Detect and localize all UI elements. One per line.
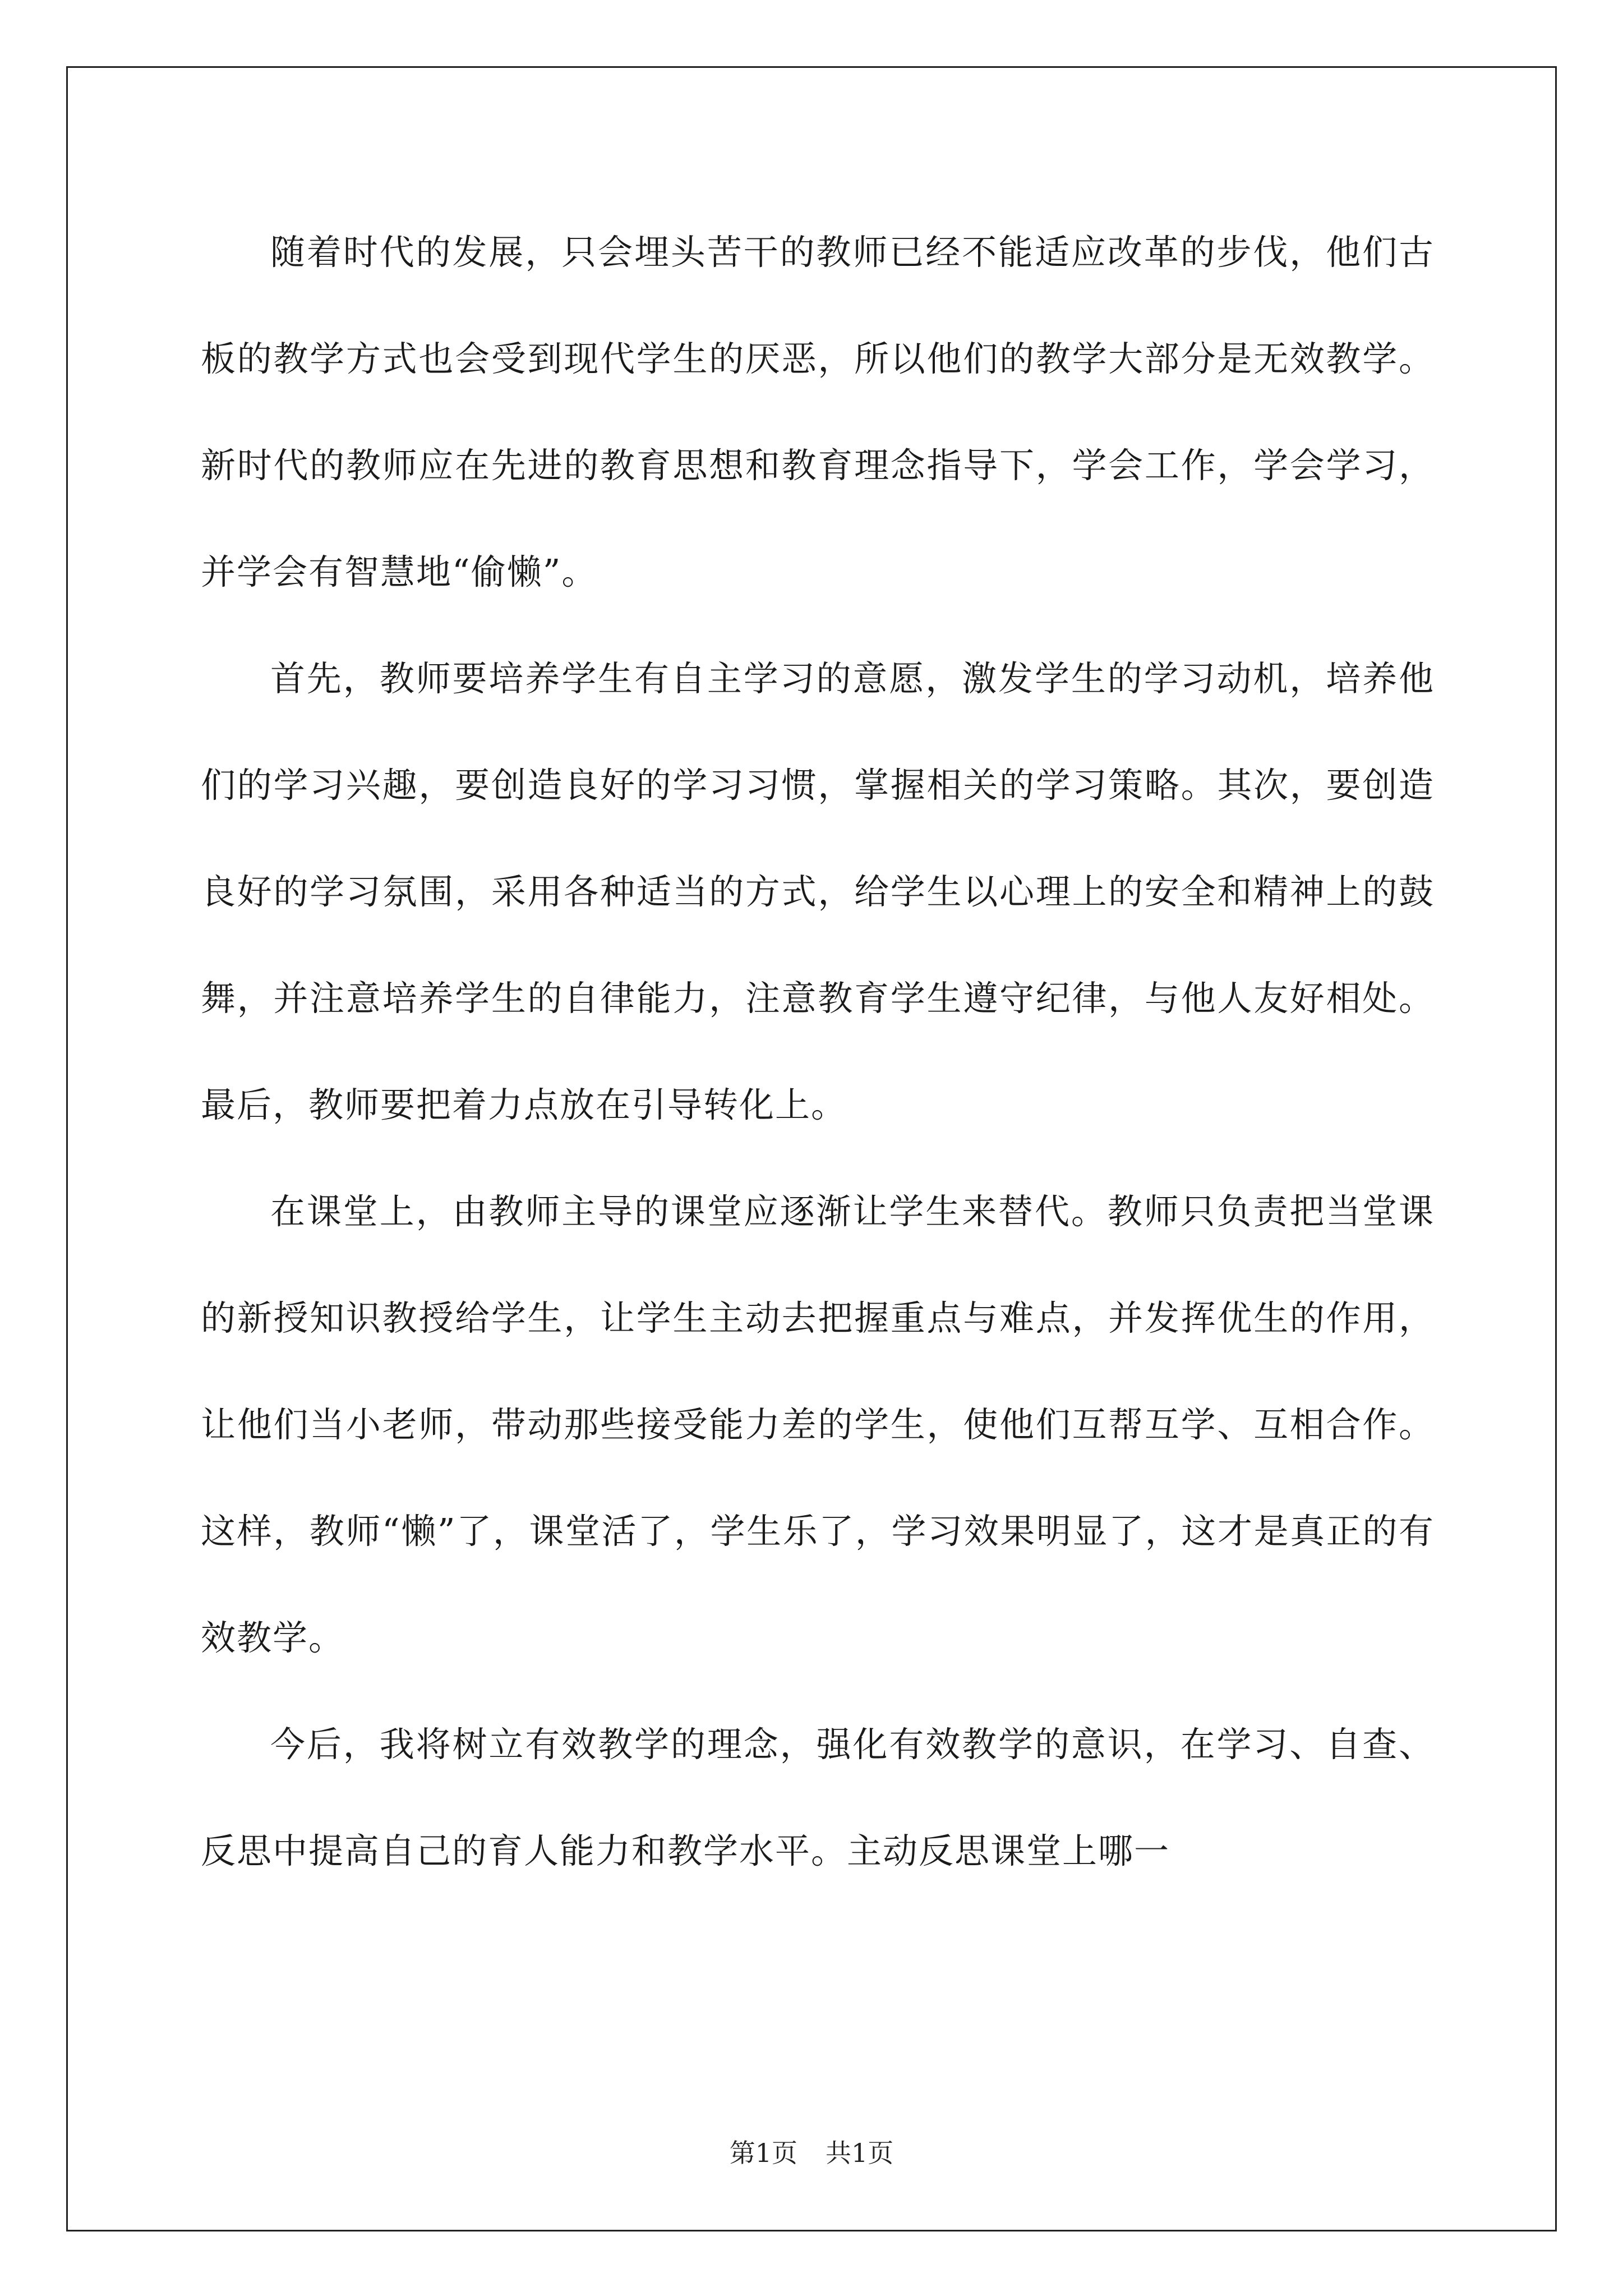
paragraph-3: 在课堂上，由教师主导的课堂应逐渐让学生来替代。教师只负责把当堂课的新授知识教授给学生，让学生主动去把握重点与难点，并发挥优生的作用，让他们当小老师，带动那些接受能力差的学生，使他们互帮互学、互相合作。这样，教师“懒”了，课堂活了，学生乐了，学习效果明显了，这才是真正的有效教学。	[201, 1191, 1435, 1658]
page-number-total: 共1页	[826, 2138, 894, 2168]
page-footer	[0, 2136, 1623, 2170]
document-body	[201, 199, 1435, 1904]
paragraph-4: 今后，我将树立有效教学的理念，强化有效教学的意识，在学习、自查、反思中提高自己的育人能力和教学水平。主动反思课堂上哪一	[201, 1724, 1435, 1871]
paragraph-2: 首先，教师要培养学生有自主学习的意愿，激发学生的学习动机，培养他们的学习兴趣，要创造良好的学习习惯，掌握相关的学习策略。其次，要创造良好的学习氛围，采用各种适当的方式，给学生以心理上的安全和精神上的鼓舞，并注意培养学生的自律能力，注意教育学生遵守纪律，与他人友好相处。最后，教师要把着力点放在引导转化上。	[201, 658, 1435, 1125]
paragraph-1: 随着时代的发展，只会埋头苦干的教师已经不能适应改革的步伐，他们古板的教学方式也会受到现代学生的厌恶，所以他们的教学大部分是无效教学。新时代的教师应在先进的教育思想和教育理念指导下，学会工作，学会学习，并学会有智慧地“偷懒”。	[201, 232, 1435, 592]
page-number-current: 第1页	[729, 2138, 797, 2168]
